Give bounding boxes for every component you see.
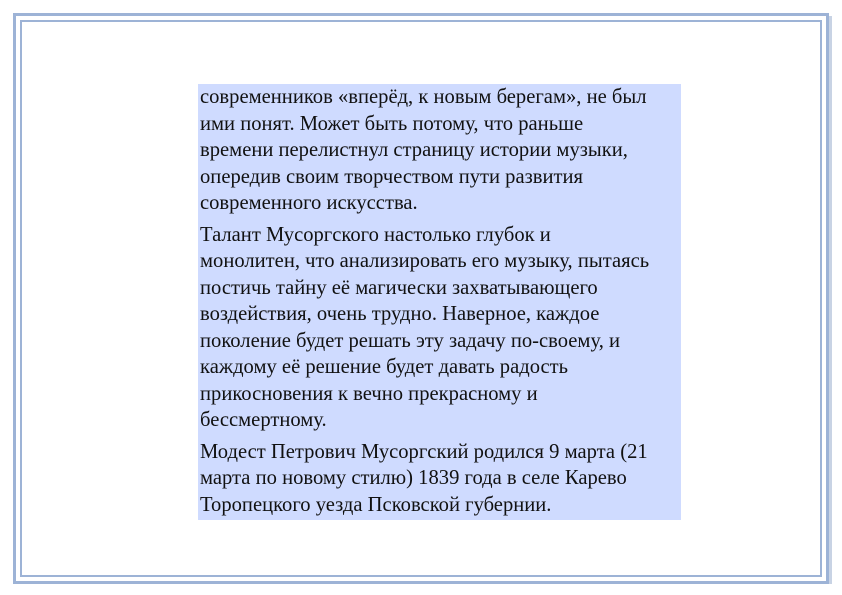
text-line: прикосновения к вечно прекрасному и xyxy=(200,382,538,405)
text-line: опередив своим творчеством пути развития xyxy=(200,165,583,188)
text-line: поколение будет решать эту задачу по-своему, и xyxy=(200,329,621,352)
text-line: Модест Петрович Мусоргский родился 9 марта (21 xyxy=(200,440,648,463)
paragraph-3 xyxy=(200,439,681,519)
text-line: времени перелистнул страницу истории музыки, xyxy=(200,139,628,161)
text-line: современного искусства. xyxy=(200,192,418,214)
text-box[interactable] xyxy=(198,84,681,520)
text-line: бессмертному. xyxy=(200,409,327,431)
frame-shadow-right xyxy=(829,16,832,584)
text-line: ими понят. Может быть потому, что раньше xyxy=(200,112,584,135)
text-line: каждому её решение будет давать радость xyxy=(200,356,569,378)
text-line: современников «вперёд, к новым берегам», не был xyxy=(200,86,647,108)
paragraph-1 xyxy=(200,84,681,217)
text-line: Торопецкого уезда Псковской губернии. xyxy=(200,493,552,516)
text-line: монолитен, что анализировать его музыку, пытаясь xyxy=(200,250,650,272)
paragraph-2 xyxy=(200,222,681,434)
text-line: Талант Мусоргского настолько глубок и xyxy=(200,223,551,246)
text-line: марта по новому стилю) 1839 года в селе Карево xyxy=(200,467,627,489)
text-line: воздействия, очень трудно. Наверное, каждое xyxy=(200,303,600,325)
text-line: постичь тайну её магически захватывающего xyxy=(200,276,598,299)
